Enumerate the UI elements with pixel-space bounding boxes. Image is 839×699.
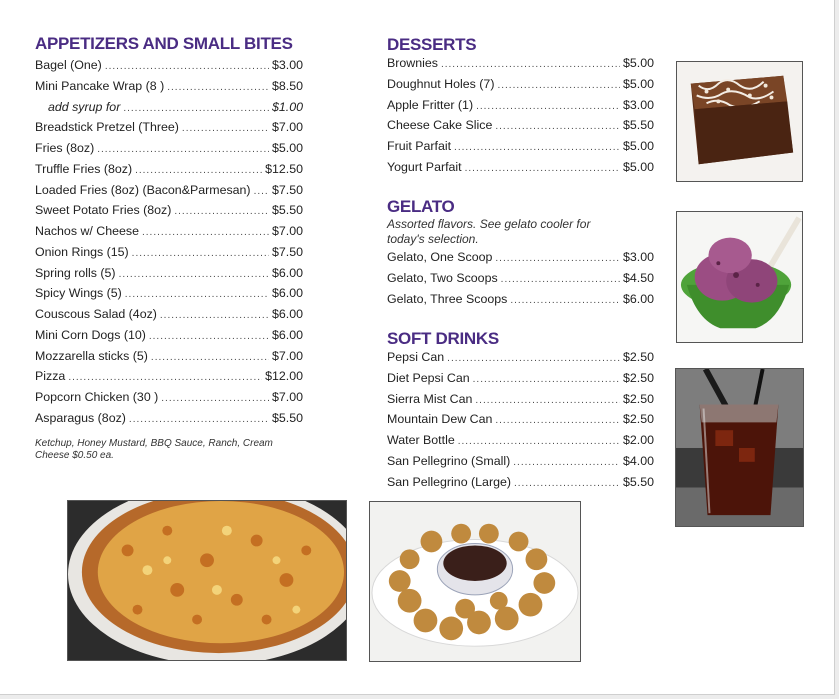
dot-leader bbox=[497, 80, 620, 91]
dot-leader bbox=[465, 163, 620, 174]
menu-item-price: $6.00 bbox=[271, 265, 303, 280]
dot-leader bbox=[495, 415, 620, 426]
dot-leader bbox=[495, 253, 620, 264]
menu-item bbox=[35, 411, 303, 432]
menu-item-name: Gelato, Three Scoops bbox=[387, 291, 508, 306]
menu-item bbox=[387, 392, 654, 413]
menu-item-name: Spicy Wings (5) bbox=[35, 286, 122, 301]
menu-item bbox=[35, 390, 303, 411]
brownie-photo bbox=[676, 61, 803, 182]
gelato-subtitle: Assorted flavors. See gelato cooler for today's selection. bbox=[387, 217, 591, 246]
menu-item bbox=[35, 307, 303, 328]
soft-drinks-heading: SOFT DRINKS bbox=[387, 329, 499, 348]
menu-item-name: Truffle Fries (8oz) bbox=[35, 161, 133, 176]
menu-item-price: $3.00 bbox=[622, 250, 654, 264]
dot-leader bbox=[167, 82, 269, 93]
gelato-photo bbox=[676, 211, 803, 343]
menu-item-price: $2.50 bbox=[622, 391, 654, 406]
menu-item bbox=[35, 183, 303, 204]
dot-leader bbox=[142, 227, 269, 238]
dot-leader bbox=[151, 352, 269, 363]
menu-item bbox=[387, 250, 654, 271]
menu-item-price: $1.00 bbox=[271, 99, 303, 114]
menu-item-price: $6.00 bbox=[271, 327, 303, 342]
dot-leader bbox=[476, 101, 620, 112]
dot-leader bbox=[149, 331, 269, 342]
menu-item-name: Bagel (One) bbox=[35, 58, 102, 72]
menu-item-price: $5.50 bbox=[271, 203, 303, 218]
menu-item-name: Fruit Parfait bbox=[387, 139, 452, 153]
menu-item bbox=[387, 350, 654, 371]
dot-leader bbox=[161, 393, 269, 404]
dot-leader bbox=[495, 121, 620, 132]
menu-item bbox=[387, 271, 654, 292]
dot-leader bbox=[174, 206, 269, 217]
menu-item-name: Onion Rings (15) bbox=[35, 244, 129, 259]
dot-leader bbox=[458, 436, 620, 447]
menu-item-name: Nachos w/ Cheese bbox=[35, 224, 139, 238]
menu-item-price: $8.50 bbox=[271, 78, 303, 93]
menu-item-price: $6.00 bbox=[622, 291, 654, 306]
dot-leader bbox=[473, 374, 620, 385]
menu-item-price: $3.00 bbox=[622, 97, 654, 112]
menu-item-name: Asparagus (8oz) bbox=[35, 410, 126, 425]
menu-item bbox=[387, 139, 654, 160]
menu-item-name: San Pellegrino (Large) bbox=[387, 474, 511, 489]
dot-leader bbox=[160, 310, 269, 321]
menu-item bbox=[35, 120, 303, 141]
menu-item-name: Couscous Salad (4oz) bbox=[35, 307, 157, 321]
menu-item-price: $5.00 bbox=[622, 159, 654, 174]
pizza-photo bbox=[67, 500, 347, 661]
menu-item-price: $7.50 bbox=[271, 182, 303, 197]
menu-item bbox=[387, 160, 654, 181]
menu-item-name: Doughnut Holes (7) bbox=[387, 76, 495, 91]
dot-leader bbox=[119, 269, 269, 280]
menu-item-name: Mini Pancake Wrap (8 ) bbox=[35, 78, 165, 93]
menu-item bbox=[35, 286, 303, 307]
menu-item bbox=[35, 100, 303, 121]
menu-item bbox=[387, 475, 654, 496]
menu-item-name: Mini Corn Dogs (10) bbox=[35, 327, 146, 342]
menu-item-price: $7.00 bbox=[271, 224, 303, 238]
menu-item bbox=[387, 454, 654, 475]
menu-item-name: Gelato, One Scoop bbox=[387, 250, 493, 264]
menu-item bbox=[387, 292, 654, 313]
menu-item-name: Mountain Dew Can bbox=[387, 412, 493, 427]
dot-leader bbox=[510, 295, 620, 306]
dot-leader bbox=[123, 103, 269, 114]
menu-item-name: Pizza bbox=[35, 369, 66, 384]
menu-item bbox=[35, 224, 303, 245]
menu-item-name: Spring rolls (5) bbox=[35, 265, 116, 280]
menu-item bbox=[387, 371, 654, 392]
menu-item-price: $7.00 bbox=[271, 390, 303, 404]
dot-leader bbox=[132, 248, 269, 259]
dot-leader bbox=[513, 457, 620, 468]
dot-leader bbox=[514, 478, 620, 489]
dot-leader bbox=[125, 289, 269, 300]
menu-item bbox=[387, 98, 654, 119]
dot-leader bbox=[68, 372, 262, 383]
dot-leader bbox=[135, 165, 262, 176]
menu-item-price: $6.00 bbox=[271, 307, 303, 321]
menu-item-price: $7.00 bbox=[271, 348, 303, 363]
menu-item-price: $2.50 bbox=[622, 350, 654, 364]
menu-item-name: Apple Fritter (1) bbox=[387, 97, 474, 112]
soda-photo bbox=[675, 368, 804, 527]
menu-item-name: Water Bottle bbox=[387, 433, 455, 447]
menu-item-price: $5.00 bbox=[622, 139, 654, 153]
dot-leader bbox=[129, 414, 269, 425]
menu-item-name: Fries (8oz) bbox=[35, 141, 95, 155]
menu-item-name: Mozzarella sticks (5) bbox=[35, 348, 148, 363]
menu-item-name: Breadstick Pretzel (Three) bbox=[35, 120, 179, 135]
menu-item-price: $12.50 bbox=[265, 161, 303, 176]
menu-item-price: $5.50 bbox=[271, 410, 303, 425]
menu-item-name: Cheese Cake Slice bbox=[387, 118, 493, 133]
desserts-list bbox=[387, 56, 654, 181]
gelato-heading: GELATO bbox=[387, 197, 455, 216]
menu-item-price: $5.00 bbox=[622, 76, 654, 91]
dot-leader bbox=[454, 142, 620, 153]
dot-leader bbox=[182, 123, 269, 134]
menu-item-price: $12.00 bbox=[265, 369, 303, 384]
menu-item-price: $2.50 bbox=[622, 370, 654, 385]
menu-item bbox=[35, 245, 303, 266]
dot-leader bbox=[441, 59, 620, 70]
menu-item-price: $6.00 bbox=[271, 286, 303, 301]
menu-item-name: Sierra Mist Can bbox=[387, 391, 473, 406]
dot-leader bbox=[475, 395, 620, 406]
menu-item bbox=[387, 118, 654, 139]
menu-item bbox=[387, 77, 654, 98]
menu-item-name: Popcorn Chicken (30 ) bbox=[35, 390, 159, 404]
menu-item bbox=[387, 412, 654, 433]
menu-item bbox=[35, 162, 303, 183]
dot-leader bbox=[97, 144, 269, 155]
menu-item bbox=[35, 266, 303, 287]
menu-item-price: $4.00 bbox=[622, 453, 654, 468]
menu-item-name: Sweet Potato Fries (8oz) bbox=[35, 203, 172, 218]
dot-leader bbox=[254, 186, 269, 197]
condiments-note: Ketchup, Honey Mustard, BBQ Sauce, Ranch, Cream Cheese $0.50 ea. bbox=[35, 438, 273, 461]
menu-item-price: $5.00 bbox=[271, 141, 303, 155]
appetizers-list bbox=[35, 58, 303, 432]
menu-item bbox=[35, 328, 303, 349]
menu-item bbox=[387, 56, 654, 77]
menu-item-name: Yogurt Parfait bbox=[387, 159, 462, 174]
menu-item bbox=[35, 369, 303, 390]
menu-item-name: Loaded Fries (8oz) (Bacon&Parmesan) bbox=[35, 182, 251, 197]
menu-item-price: $4.50 bbox=[622, 270, 654, 285]
menu-item-name: Gelato, Two Scoops bbox=[387, 270, 498, 285]
gelato-list bbox=[387, 250, 654, 312]
menu-item-name: Pepsi Can bbox=[387, 350, 445, 364]
dot-leader bbox=[105, 61, 269, 72]
dot-leader bbox=[447, 353, 620, 364]
menu-item-name: Brownies bbox=[387, 56, 438, 70]
menu-item-price: $2.00 bbox=[622, 433, 654, 447]
menu-item-price: $7.00 bbox=[271, 120, 303, 135]
menu-item-price: $3.00 bbox=[271, 58, 303, 72]
menu-item bbox=[35, 58, 303, 79]
popcorn-chicken-photo bbox=[369, 501, 581, 662]
menu-item-name: add syrup for bbox=[48, 99, 121, 114]
menu-item-price: $5.50 bbox=[622, 118, 654, 133]
menu-item-price: $5.50 bbox=[622, 474, 654, 489]
menu-item bbox=[35, 349, 303, 370]
menu-item-price: $2.50 bbox=[622, 412, 654, 427]
menu-item-price: $7.50 bbox=[271, 244, 303, 259]
menu-item-price: $5.00 bbox=[622, 56, 654, 70]
menu-item bbox=[387, 433, 654, 454]
menu-item bbox=[35, 141, 303, 162]
menu-item-name: Diet Pepsi Can bbox=[387, 370, 470, 385]
desserts-heading: DESSERTS bbox=[387, 35, 477, 54]
menu-item bbox=[35, 79, 303, 100]
soft-drinks-list bbox=[387, 350, 654, 495]
menu-item-name: San Pellegrino (Small) bbox=[387, 453, 511, 468]
menu-item bbox=[35, 203, 303, 224]
dot-leader bbox=[501, 274, 620, 285]
appetizers-heading: APPETIZERS AND SMALL BITES bbox=[35, 34, 293, 53]
